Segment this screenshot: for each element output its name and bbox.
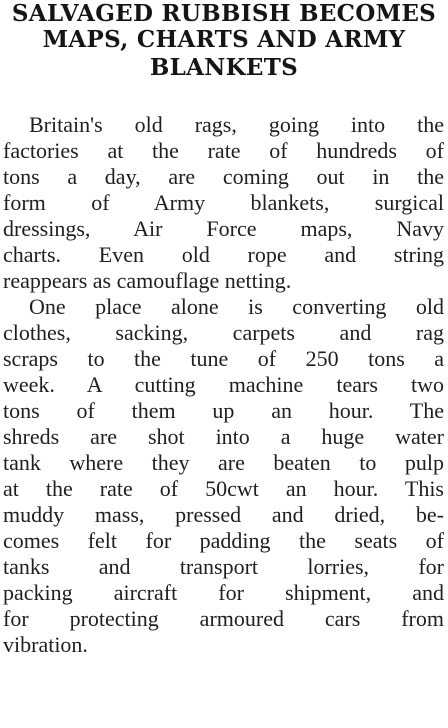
text-line: charts. Even old rope and string: [3, 242, 444, 267]
text-line: shreds are shot into a huge water: [3, 424, 444, 449]
headline-line-1: SALVAGED RUBBISH BECOMES: [11, 0, 437, 27]
text-line: comes felt for padding the seats of: [3, 528, 444, 553]
text-line: tank where they are beaten to pulp: [3, 450, 444, 475]
text-line: form of Army blankets, surgical: [3, 190, 444, 215]
text-line: tons of them up an hour. The: [3, 398, 444, 423]
text-line: at the rate of 50cwt an hour. This: [3, 476, 444, 501]
headline-line-2: MAPS, CHARTS AND ARMY: [42, 26, 406, 53]
headline-line-3: BLANKETS: [149, 54, 299, 81]
text-line: dressings, Air Force maps, Navy: [3, 216, 444, 241]
text-line: week. A cutting machine tears two: [3, 372, 444, 397]
text-line: factories at the rate of hundreds of: [3, 138, 444, 163]
paragraph-1: [3, 112, 444, 294]
paragraph-2: [3, 294, 444, 658]
text-line: clothes, sacking, carpets and rag: [3, 320, 444, 345]
text-line: scraps to the tune of 250 tons a: [3, 346, 444, 371]
text-line: Britain's old rags, going into the: [29, 112, 444, 137]
text-line: tanks and transport lorries, for: [3, 554, 444, 579]
text-line: reappears as camouflage netting.: [3, 268, 292, 293]
text-line: One place alone is converting old: [29, 294, 444, 319]
text-line: muddy mass, pressed and dried, be-: [3, 502, 444, 527]
article-body: [3, 112, 444, 658]
text-line: vibration.: [3, 632, 88, 657]
text-line: for protecting armoured cars from: [3, 606, 444, 631]
text-line: packing aircraft for shipment, and: [3, 580, 444, 605]
text-line: tons a day, are coming out in the: [3, 164, 444, 189]
